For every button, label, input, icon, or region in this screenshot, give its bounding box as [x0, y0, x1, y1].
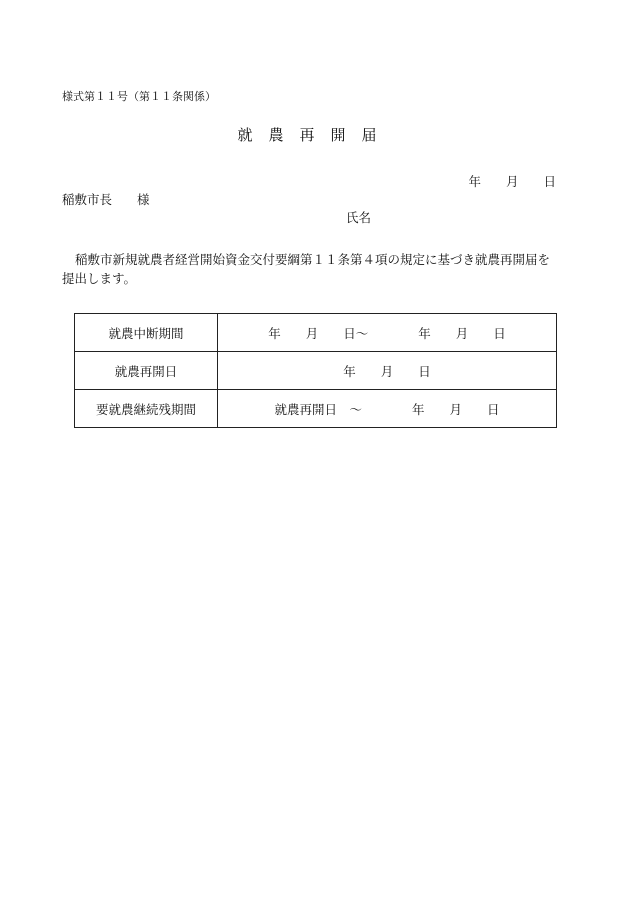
table-row — [75, 314, 557, 352]
body-paragraph: 稲敷市新規就農者経営開始資金交付要綱第１１条第４項の規定に基づき就農再開届を提出します。 — [62, 252, 551, 286]
row-value-remaining-period: 就農再開日 ～ 年 月 日 — [218, 390, 557, 428]
addressee: 稲敷市長 様 — [62, 192, 150, 207]
resumption-details-table — [74, 313, 557, 428]
applicant-name-label: 氏名 — [346, 210, 372, 225]
row-label-suspension-period: 就農中断期間 — [75, 314, 218, 352]
table-row — [75, 390, 557, 428]
form-number: 様式第１１号（第１１条関係） — [62, 90, 216, 103]
table-row — [75, 352, 557, 390]
document-title: 就農再開届 — [237, 126, 393, 144]
row-value-resumption-date: 年 月 日 — [218, 352, 557, 390]
row-value-suspension-period: 年 月 日～ 年 月 日 — [218, 314, 557, 352]
row-label-remaining-period: 要就農継続残期間 — [75, 390, 218, 428]
submission-date: 年 月 日 — [468, 174, 556, 189]
row-label-resumption-date: 就農再開日 — [75, 352, 218, 390]
